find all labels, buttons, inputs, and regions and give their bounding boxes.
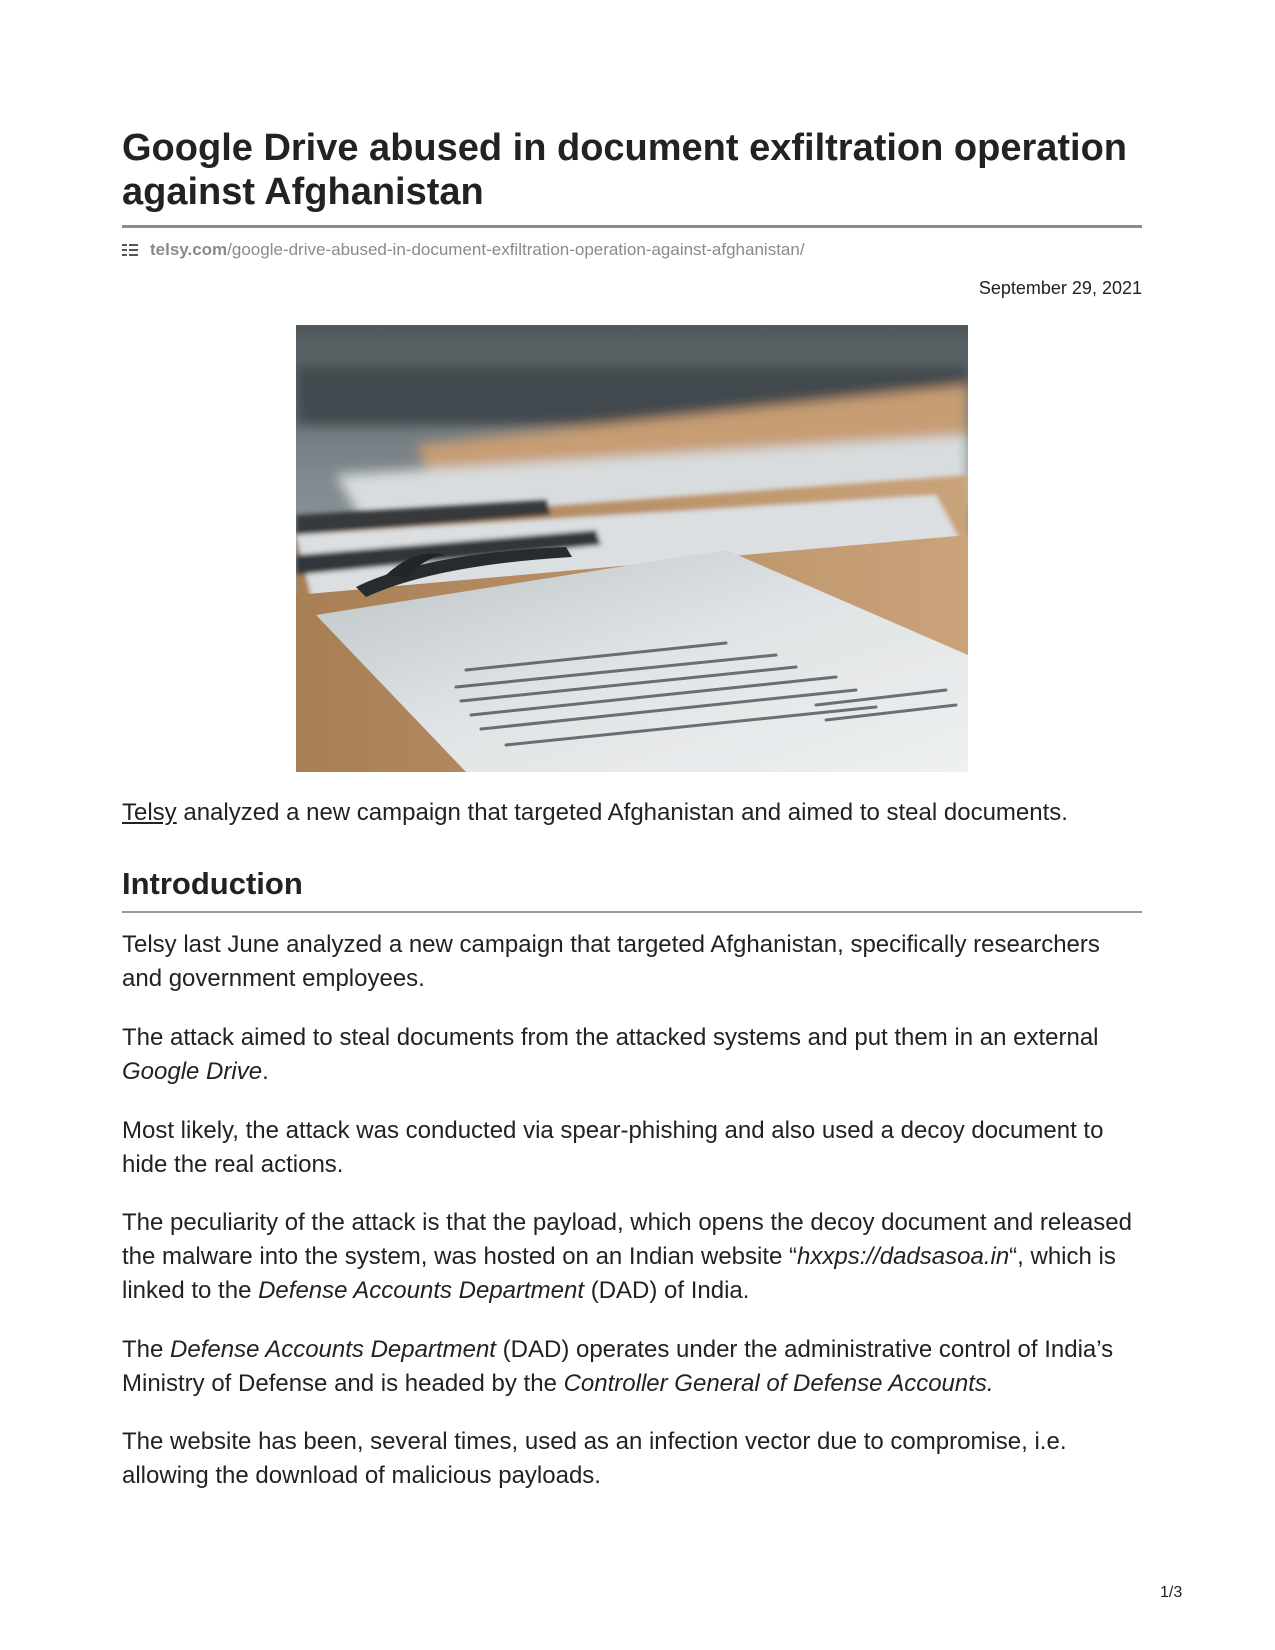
hero-image-documents (296, 325, 968, 772)
telsy-link[interactable]: Telsy (122, 799, 177, 826)
article-title: Google Drive abused in document exfiltration operation against Afghanistan (122, 127, 1128, 213)
page-number: 1/3 (1160, 1584, 1183, 1601)
lead-paragraph: Telsy analyzed a new campaign that targeted Afghanistan and aimed to steal documents. (122, 799, 1068, 826)
source-domain: telsy.com (150, 240, 228, 259)
title-divider (122, 225, 1142, 228)
paragraph-5: The Defense Accounts Department (DAD) operates under the administrative control of India’s Ministry of Defense and is headed by the Controller General of Defense Accounts. (122, 1336, 1114, 1397)
paragraph-2: The attack aimed to steal documents from the attacked systems and put them in an external Google Drive. (122, 1024, 1099, 1085)
reader-view-icon (122, 243, 138, 257)
section-divider (122, 911, 1142, 913)
source-path: /google-drive-abused-in-document-exfiltration-operation-against-afghanistan/ (227, 240, 805, 259)
paragraph-4: The peculiarity of the attack is that the payload, which opens the decoy document and released the malware into the system, was hosted on an Indian website “hxxps://dadsasoa.in“, which is linked to the Defense Accounts Department (DAD) of India. (122, 1209, 1132, 1304)
publish-date: September 29, 2021 (978, 278, 1142, 298)
paragraph-6: The website has been, several times, used as an infection vector due to compromise, i.e. allowing the download of malicious payloads. (122, 1428, 1067, 1489)
paragraph-3: Most likely, the attack was conducted via spear-phishing and also used a decoy document to hide the real actions. (122, 1117, 1104, 1178)
section-heading-introduction: Introduction (122, 866, 303, 901)
source-link[interactable] (122, 240, 805, 260)
paragraph-1: Telsy last June analyzed a new campaign that targeted Afghanistan, specifically researchers and government employees. (122, 931, 1100, 992)
